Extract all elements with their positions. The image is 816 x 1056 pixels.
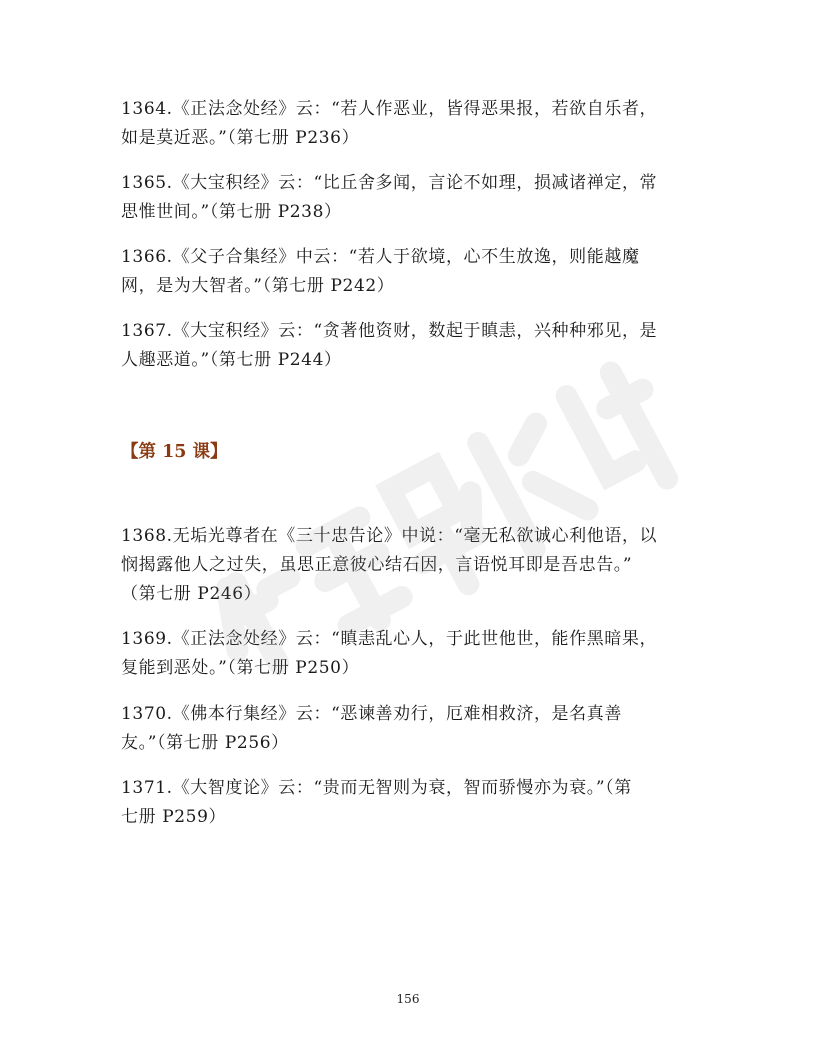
entry-1365 <box>121 169 693 227</box>
entry-line: （第七册 P246） <box>121 584 262 604</box>
lesson-heading: 【第 15 课】 <box>121 442 228 462</box>
entry-line: 复能到恶处。”（第七册 P250） <box>121 658 360 678</box>
entry-1366 <box>121 243 693 301</box>
entry-line: 1369.《正法念处经》云：“瞋恚乱心人，于此世他世，能作黑暗果， <box>121 629 658 649</box>
entry-line: 1366.《父子合集经》中云：“若人于欲境，心不生放逸，则能越魔 <box>121 247 640 267</box>
entry-1364 <box>121 95 693 153</box>
entry-line: 如是莫近恶。”（第七册 P236） <box>121 128 360 148</box>
entry-line: 1365.《大宝积经》云：“比丘舍多闻，言论不如理，损减诸禅定，常 <box>121 173 658 193</box>
entry-line: 友。”（第七册 P256） <box>121 733 289 753</box>
entry-1371 <box>121 774 693 832</box>
entry-line: 七册 P259） <box>121 807 227 827</box>
entry-line: 1367.《大宝积经》云：“贪著他资财，数起于瞋恚，兴种种邪见，是 <box>121 321 658 341</box>
entry-1368 <box>121 522 693 609</box>
entry-1370 <box>121 700 693 758</box>
entry-line: 悯揭露他人之过失，虽思正意彼心结石因，言语悦耳即是吾忠告。” <box>121 555 633 575</box>
entry-line: 人趣恶道。”（第七册 P244） <box>121 350 342 370</box>
entry-line: 1364.《正法念处经》云：“若人作恶业，皆得恶果报，若欲自乐者， <box>121 99 658 119</box>
entry-1369 <box>121 625 693 683</box>
entry-line: 网，是为大智者。”（第七册 P242） <box>121 276 395 296</box>
entry-1367 <box>121 317 693 375</box>
page-number: 156 <box>396 992 420 1006</box>
entry-line: 1370.《佛本行集经》云：“恶谏善劝行，厄难相救济，是名真善 <box>121 704 622 724</box>
entry-line: 思惟世间。”（第七册 P238） <box>121 202 342 222</box>
entry-line: 1368.无垢光尊者在《三十忠告论》中说：“毫无私欲诚心利他语，以 <box>121 526 658 546</box>
entry-line: 1371.《大智度论》云：“贵而无智则为衰，智而骄慢亦为衰。”（第 <box>121 778 632 798</box>
